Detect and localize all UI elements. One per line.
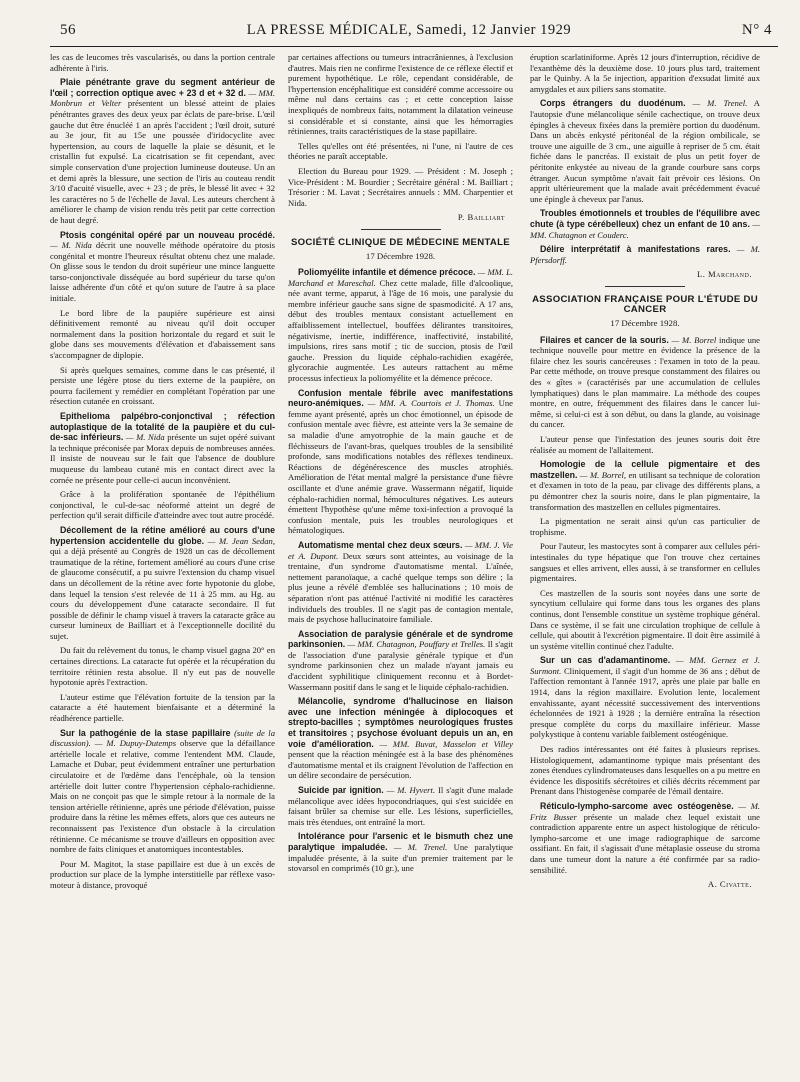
article-confusion-mentale [288, 388, 513, 536]
section-heading: SOCIÉTÉ CLINIQUE DE MÉDECINE MENTALE [290, 236, 511, 248]
article-paralysie-generale [288, 629, 513, 693]
signature: L. Marchand. [696, 269, 752, 280]
article-title: Mélancolie, syndrome d'hallucinose en liaison avec une infection méningée à diplocoques et strepto-bacilles ; symptômes neurologiques frustes et transitoires ; psychose évoluant depuis un an, en voie d'amélioration. [288, 696, 513, 749]
paragraph: L'auteur estime que l'élévation fortuite de la tension par la cataracte a été hautement bienfaisante et a déterminé la réadhérence partielle. [50, 691, 275, 724]
article-author: — M. Borrel, [577, 469, 626, 480]
paragraph: par certaines affections ou tumeurs intracrâniennes, à l'exclusion d'autres. Mais rien ne confirme l'existence de ce réflexe électif et purement hypothétique. Le rôle, cependant considérable, de l'hypertension encéphalitique est considéré comme accessoire ou même nul dans certains cas ; et cette conception laisse inexpliqués de nombreux faits, notamment la dilatation veineuse si considérable et si constante, ainsi que les hémorragies rétiniennes, traits caractéristiques de la stase papillaire. [288, 52, 513, 137]
signature: A. Civatte. [707, 879, 752, 890]
paragraph: Le bord libre de la paupière supérieure est ainsi définitivement remonté au niveau qu'il doit occuper normalement dans la position horizontale du regard et suit le globe dans ses mouvements d'élévation et d'abaissement sans s'accompagner de diplopie. [50, 307, 275, 361]
column-3 [530, 52, 760, 1074]
article-title: Homologie de la cellule pigmentaire et des mastzellen. [530, 459, 760, 480]
article-author: — M. Nida [125, 432, 165, 443]
paragraph: La pigmentation ne serait ainsi qu'un cas particulier de trophisme. [530, 516, 760, 537]
article-author: — MM. A. Courtois et J. Thomas. [363, 398, 495, 409]
paragraph: Telles qu'elles ont été présentées, ni l'une, ni l'autre de ces théories ne paraît acceptable. [288, 140, 513, 162]
article-reticulo-sarcome [530, 801, 760, 875]
divider [361, 229, 441, 230]
article-automatisme-mental [288, 540, 513, 625]
article-note: (suite de la discussion). [50, 727, 275, 749]
article-title: Délire interprétatif à manifestations rares. [540, 244, 731, 255]
article-text: Une femme ayant présenté, après un choc émotionnel, un épisode de confusion mentale avec fièvre, est atteinte vers la 3e semaine de sa maladie d'une amyotrophie de la main gauche et de fléchisseurs de l'avant-bras, quelques troubles de la sensibilité profonde, sans modifications notables des réflexes tendineux. Réactions de dégénérescence des muscles atrophiés. Amélioration de l'état mental malgré la persistance d'une fièvre oscillante et d'une anémie grave. Wassermann négatif, liquide céphalo-rachidien normal, hémocultures négatives. Les auteurs émettent l'hypothèse qu'une même toxi-infection a provoqué la confusion mentale, puis les troubles neurologiques et hématologiques. [288, 398, 513, 536]
article-title: Décollement de la rétine amélioré au cours d'une hypertension accidentelle du globe. [50, 524, 275, 546]
article-homologie [530, 459, 760, 512]
paragraph: Des radios intéressantes ont été faites à plusieurs reprises. Histologiquement, adamantinome typique mais présentant des zones étendues cylindromateuses dans lesquelles on a pu mettre en évidence les dispositifs sécrétoires et ciliés décrits récemment par Prenant dans l'histogenèse comparée de l'émail dentaire. [530, 744, 760, 797]
article-troubles-emotionnels [530, 208, 760, 240]
article-title: Intolérance pour l'arsenic et le bismuth chez une paralytique impaludée. [288, 831, 513, 852]
article-text: qui a déjà présenté au Congrès de 1928 un cas de décollement traumatique de la rétine, fortement amélioré au cours d'une crise de glaucome consécutif, a pu suivre l'extension du champ visuel dans un décollement de la rétine avec forte hypotonie du globe, dans lequel la tension s'est relevée de 11 à 25 mm. au Hg. au cours du développement d'une cataracte secondaire. Il fut possible de définir le champ visuel à travers la cataracte grâce au curseur lumineux de Bailliart et à l'exceptionnelle docilité du sujet. [50, 546, 275, 641]
paragraph: L'auteur pense que l'infestation des jeunes souris doit être réalisée au moment de l'allaitement. [530, 434, 760, 455]
article-decollement [50, 525, 275, 642]
article-text: décrit une nouvelle méthode opératoire du ptosis congénital et montre l'heureux résultat obtenu chez une malade. On glisse sous le tendon du droit supérieur une mince languette tarso-conjonctivale disséquée au bord supérieur du tarse qu'on laisse adhérente d'un côté et qu'on suture de l'autre à sa place initiale. [50, 240, 275, 304]
article-author: — MM. L. Marchand et Mareschal. [288, 267, 513, 288]
article-plaie-penetrante [50, 77, 275, 225]
article-title: Plaie pénétrante grave du segment antérieur de l'œil ; correction optique avec + 23 d et + 32 d. [50, 77, 275, 98]
section-date: 17 Décembre 1928. [610, 318, 680, 329]
article-text: Deux sœurs sont atteintes, au voisinage de la trentaine, d'un syndrome d'automatisme mental. L'aînée, nettement paranoïaque, a caché quelque temps son délire ; la plus jeune a révélé d'emblée ses hallucinations ; 10 mois de séparation n'ont pas atténué l'activité ni modifié les caractères individuels des troubles. Il ne s'agit pas de contagion mentale, mais de psychose hallucinatoire familiale. [288, 550, 513, 625]
article-author: — M. Fritz Busser [530, 801, 760, 822]
article-intolerance [288, 831, 513, 873]
article-adamantinome [530, 655, 760, 740]
article-poliomyelite [288, 267, 513, 384]
article-text: Il s'agit d'une malade mélancolique avec idées hypocondriaques, qui s'est suicidée en faisant brûler sa chemise sur elle. Les lésions, superficielles, mais très étendues, ont entraîné la mort. [288, 785, 513, 827]
article-text: Une paralytique impaludée présente, à la suite d'un premier traitement par le stovarsol en comprimés (10 gr.), une [288, 841, 513, 874]
article-corps-etrangers [530, 98, 760, 204]
article-title: Poliomyélite infantile et démence précoce. [298, 267, 476, 278]
article-stase-papillaire [50, 728, 275, 855]
article-text: présente un sujet opéré suivant la technique préconisée par Morax depuis de nombreuses années. Il insiste de nouveau sur le fait que l'absence de doublure muqueuse du lambeau cutané mis en contact direct avec la cornée ne présente pour celle-ci aucun inconvénient. [50, 432, 275, 485]
paragraph: Pour M. Magitot, la stase papillaire est due à un excès de production sur place de la lymphe interstitielle par réflexe vaso-moteur à distance, provoqué [50, 858, 275, 890]
divider [605, 286, 685, 287]
column-2 [288, 52, 513, 1074]
paragraph: Du fait du relèvement du tonus, le champ visuel gagna 20° en certaines directions. La cataracte fut opérée et la récupération du territoire rétinien resta absolue. Il n'y eut pas de nouvelle hypotonie après l'extraction. [50, 645, 275, 688]
article-author: — MM. J. Vie et A. Dupont. [288, 539, 513, 561]
article-title: Suicide par ignition. [298, 785, 384, 795]
article-filaires [530, 335, 760, 430]
article-author: — MM. Chatagnon, Pouffary et Trelles. [345, 639, 486, 650]
paragraph: éruption scarlatiniforme. Après 12 jours d'interruption, récidive de l'exanthème dès la deuxième dose. 10 jours plus tard, traitement par le Quinby. A la 5e injection, apparition d'exsudat limité aux amygdales et aux piliers sans stomatite. [530, 52, 760, 94]
article-author: — M. Nida [50, 240, 92, 251]
article-melancolie [288, 696, 513, 781]
article-title: Ptosis congénital opéré par un nouveau procédé. [60, 229, 275, 240]
article-author: — M. Trenel. [685, 98, 748, 109]
article-text: A l'autopsie d'une mélancolique sénile cachectique, on trouve deux épingles à cheveux fixées dans la première portion du duodénum. Dans un abcès enkysté péritonéal de la région ombilicale, se trouve une aiguille de 3 cm., une aiguille à repriser de 5 cm. était fichée dans le pancréas. Il existait de plus un petit foyer de péritonite enkystée au niveau de la grande courbure sans corps étranger. Aucun symptôme n'avait fait prévoir ces lésions. On apprit ultérieurement que la malade avait précédemment évacué une épingle à cheveux par l'anus. [530, 98, 760, 204]
article-author: — M. Dupuy-Dutemps [90, 738, 177, 749]
section-date: 17 Décembre 1928. [365, 250, 436, 261]
paragraph: Ces mastzellen de la souris sont noyées dans une sorte de syncytium cellulaire qui forme dans tous les organes des plans continus, dont l'ensemble constitue un système trophique général. Dans ce système, il se fait une circulation trophique de cellule à cellule, qui aboutit à l'excrétion pigmentaire. Il doit être assimilé à un système vitellin continué chez l'adulte. [530, 587, 760, 651]
article-title: Corps étrangers du duodénum. [540, 98, 686, 109]
article-ptosis [50, 230, 275, 304]
paragraph: Si après quelques semaines, comme dans le cas présenté, il persiste une légère ptose du tiers externe de la paupière, on pourra facilement y remédier en complétant l'opération par une résection cutanée en croissant. [50, 364, 275, 407]
article-text: Il s'agit de l'association d'une paralysie générale typique et d'un syndrome parkinsonien chez un malade n'ayant jamais eu d'accident syphilitique cliniquement reconnu et à Bordet-Wassermann positif dans le sang et le liquide céphalo-rachidien. [288, 639, 513, 692]
article-epithelioma [50, 411, 275, 485]
article-text: indique une technique nouvelle pour mettre en évidence la présence de la filaire chez les souris cancéreuses : l'examen in toto de la peau. Par cette méthode, on trouve presque constamment des filaires ou des « gîtes » (caractérisés par une accumulation de cellules lymphatiques) dans le plan mammaire. La méthode des coupes montre, en outre, fréquemment des filaires dans le cancer lui-même, si celui-ci est à son début, ou dans la glande, au voisinage du cancer. [530, 334, 760, 430]
article-title: Troubles émotionnels et troubles de l'équilibre avec chute (à type cérébelleux) chez un enfant de 10 ans. [530, 208, 760, 229]
article-author: — MM. Buvat, Masselon et Villey [373, 738, 513, 749]
column-1 [50, 52, 275, 1074]
signature: P. Bailliart [457, 212, 505, 223]
article-author: — M. Trenel. [387, 841, 448, 852]
article-suicide [288, 785, 513, 827]
page-header [60, 22, 772, 44]
paragraph: les cas de leucomes très vascularisés, ou dans la portion centrale adhérente à l'iris. [50, 52, 275, 73]
article-title: Sur un cas d'adamantinome. [540, 655, 671, 666]
issue-number: N° 4 [741, 22, 772, 38]
article-author: — MM. Chatagnon et Couderc. [530, 218, 760, 240]
article-title: Automatisme mental chez deux sœurs. [298, 539, 463, 550]
article-title: Réticulo-lympho-sarcome avec ostéogenèse. [540, 801, 734, 811]
page-number: 56 [60, 22, 76, 38]
article-title: Confusion mentale fébrile avec manifestations neuro-anémiques. [288, 387, 513, 409]
header-rule [50, 46, 778, 47]
article-text: pensent que la réaction méningée est à la base des phénomènes d'automatisme mental et ils craignent l'évolution de l'affection en un délire secondaire de persécution. [288, 749, 513, 781]
article-author: — M. Jean Sedan, [207, 535, 275, 546]
article-title: Epithelioma palpébro-conjonctival ; réfection autoplastique de la totalité de la paupière et du cul-de-sac inférieurs. [50, 411, 275, 443]
article-delire-interpretatif [530, 244, 760, 265]
article-author: — M. Pfersdorff. [530, 244, 760, 265]
section-heading: ASSOCIATION FRANÇAISE POUR L'ÉTUDE DU CANCER [532, 293, 758, 316]
article-text: présentent un blessé atteint de plaies pénétrantes graves des deux yeux par éclats de pare-brise. L'œil gauche dut être énucléé 1 an après l'accident ; l'œil droit, suturé au 3e jour, fit au 15e une poussée d'iridocyclite avec hypertension, au cours de laquelle la plaie se désunit, et le cristallin fut expulsé. La cicatrisation se fit cependant, avec simple conservation d'une projection lumineuse douteuse. Un an et demi après la blessure, une section de l'iris au couteau rendit 3/10 d'acuité visuelle, avec + 23 ; de près, le blessé lit avec + 32 les caractères no 5 de l'échelle de Javal. Les auteurs cherchent à améliorer le champ de vision rendu très petit par cette correction de haut degré. [50, 98, 275, 225]
article-title: Sur la pathogénie de la stase papillaire [60, 727, 231, 738]
article-author: — MM. Gernez et J. Surmont. [530, 655, 760, 676]
paragraph: Pour l'auteur, les mastocytes sont à comparer aux cellules péri-intestinales du type hépatique que l'on trouve chez certaines sangsues et elles arrivent, elles aussi, à se transformer en cellules pigmentaires. [530, 541, 760, 584]
article-title: Filaires et cancer de la souris. [540, 334, 669, 345]
article-author: — M. Borrel [668, 334, 717, 345]
article-text: en utilisant sa technique de coloration et d'examen in toto de la peau, par clivage des différents plans, a pu démontrer chez la souris noire, dans le plan pigmentaire, la transformation des mastzellen en cellules pigmentaires. [530, 469, 760, 512]
article-author: — M. Hyvert. [383, 785, 436, 795]
election-bureau: Election du Bureau pour 1929. — Président : M. Joseph ; Vice-Président : M. Bourdier ; Secrétaire général : M. Bailliart ; Trésorier : M. Lavat ; Secrétaires annuels : MM. Charpentier et Nida. [288, 165, 513, 208]
article-text: présente un malade chez lequel existait une contradiction apparente entre un aspect histologique de réticulo-lympho-sarcome et une image radiographique de sarcome ossifiant. En fait, il s'agissait d'une métaplasie osseuse du stroma dans une tumeur dont la nature a été confirmée par sa radio-sensibilité. [530, 811, 760, 875]
article-author: — MM. Monbrun et Velter [50, 87, 275, 109]
paragraph: Grâce à la prolifération spontanée de l'épithélium conjonctival, le cul-de-sac néoformé atteint un degré de perfection qu'il serait difficile d'atteindre avec tout autre procédé. [50, 489, 275, 521]
article-title: Association de paralysie générale et de syndrome parkinsonien. [288, 628, 513, 650]
article-text: Cliniquement, il s'agit d'un homme de 36 ans ; début de l'affection remontant à l'année 1917, après une plaie par balle en 1914, dans la région maxillaire. Evolution lente, localement envahissante, ayant nécessité successivement des interventions échelonnées de 1921 à 1928 ; la dernière entraîna la résection presque complète du corps du maxillaire inférieur. Masse polykystique à contenu variable faiblement ostéogénique. [530, 665, 760, 740]
article-text: Chez cette malade, fille d'alcoolique, née avant terme, apparut, à l'âge de 16 mois, une paralysie du membre inférieur gauche sans signe de spasmodicité. A 17 ans, début des troubles mentaux consistant actuellement en affaiblissement intellectuel, bouffées délirantes transitoires, négativisme, inertie, indifférence, inaffectivité, instabilité, impulsions, rires sans motif ; tic de succion, ptosis de l'œil gauche. Pression du liquide céphalo-rachidien exagérée, glycorachie augmentée. Les auteurs rattachent au même processus infectieux la poliomyélite et la démence précoce. [288, 277, 513, 384]
article-text: observe que la défaillance artérielle locale et relative, comme l'entendent MM. Claude, Lamache et Dubar, peut évidemment entraîner une perturbation circulatoire et de l'œdème dans l'encéphale, où la tension artérielle doit lutter contre l'hypertension céphalo-rachidienne. Mais on ne conçoit pas que le simple retour à la normale de la tension artérielle rétinienne, après une période d'élévation, puisse produire dans la rétine les mêmes effets, alors que ces auteurs ne reconnaissent pas l'existence d'un obstacle à la circulation rétinienne. Ce mécanisme se trouve d'ailleurs en opposition avec nombre de faits cliniques et anatomiques incontestables. [50, 738, 275, 855]
journal-title: LA PRESSE MÉDICALE, Samedi, 12 Janvier 1929 [246, 22, 572, 38]
